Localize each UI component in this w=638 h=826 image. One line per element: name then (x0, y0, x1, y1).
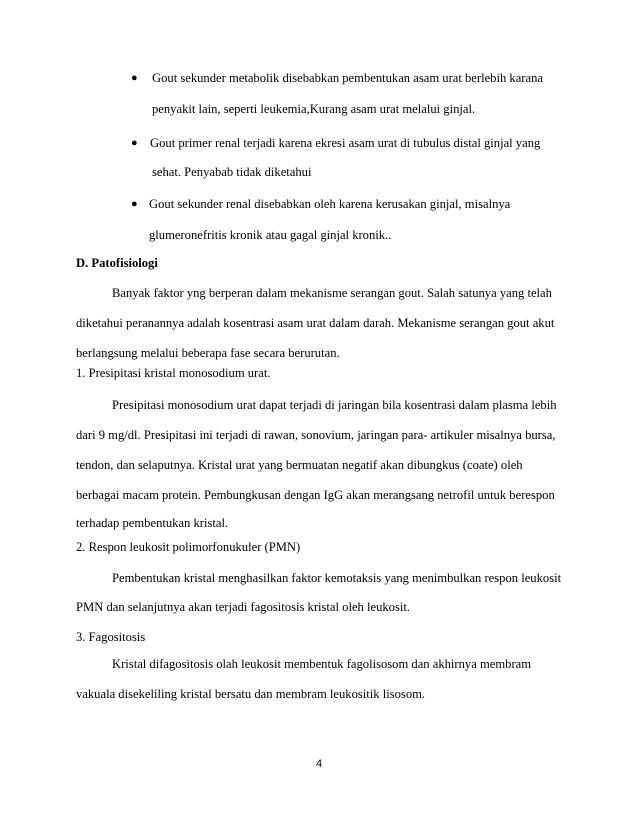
step-1-line-1: Presipitasi monosodium urat dapat terjadi di jaringan bila kosentrasi dalam plasma lebih (112, 398, 557, 412)
bullet-1-line-1: Gout sekunder metabolik disebabkan pembentukan asam urat berlebih karana (152, 71, 543, 85)
intro-line-3: berlangsung melalui beberapa fase secara berurutan. (76, 346, 340, 360)
intro-line-2: diketahui peranannya adalah kosentrasi asam urat dalam darah. Mekanisme serangan gout akut (76, 316, 555, 330)
step-2-line-1: Pembentukan kristal menghasilkan faktor kemotaksis yang menimbulkan respon leukosit (112, 571, 562, 585)
step-3-title: 3. Fagositosis (76, 630, 146, 644)
section-heading: D. Patofisiologi (76, 256, 158, 270)
step-1-title: 1. Presipitasi kristal monosodium urat. (76, 366, 271, 380)
bullet-3-line-2: glumeronefritis kronik atau gagal ginjal kronik.. (149, 228, 392, 242)
page-number: 4 (315, 758, 323, 770)
bullet-point-3: ● (131, 198, 138, 210)
bullet-point-1: ● (131, 72, 138, 84)
step-3-line-1: Kristal difagositosis olah leukosit membentuk fagolisosom dan akhirnya membram (112, 657, 532, 671)
bullet-2-line-2: sehat. Penyabab tidak diketahui (152, 165, 312, 179)
bullet-1-line-2: penyakit lain, seperti leukemia,Kurang asam urat melalui ginjal. (152, 102, 476, 116)
step-3-line-2: vakuala disekeliling kristal bersatu dan membram leukositik lisosom. (76, 687, 426, 701)
step-2-title: 2. Respon leukosit polimorfonukuler (PMN) (76, 540, 301, 554)
step-1-line-3: tendon, dan selaputnya. Kristal urat yang bermuatan negatif akan dibungkus (coate) oleh (76, 458, 523, 472)
step-1-line-5: terhadap pembentukan kristal. (76, 516, 229, 530)
bullet-point-2: ● (131, 137, 138, 149)
step-1-line-2: dari 9 mg/dl. Presipitasi ini terjadi di rawan, sonovium, jaringan para- artikuler misalnya bursa, (76, 428, 556, 442)
step-2-line-2: PMN dan selanjutnya akan terjadi fagositosis kristal oleh leukosit. (76, 600, 411, 614)
bullet-2-line-1: Gout primer renal terjadi karena ekresi asam urat di tubulus distal ginjal yang (150, 136, 541, 150)
bullet-3-line-1: Gout sekunder renal disebabkan oleh karena kerusakan ginjal, misalnya (149, 197, 511, 211)
intro-line-1: Banyak faktor yng berperan dalam mekanisme serangan gout. Salah satunya yang telah (112, 286, 552, 300)
step-1-line-4: berbagai macam protein. Pembungkusan dengan IgG akan merangsang netrofil untuk berespon (76, 488, 555, 502)
